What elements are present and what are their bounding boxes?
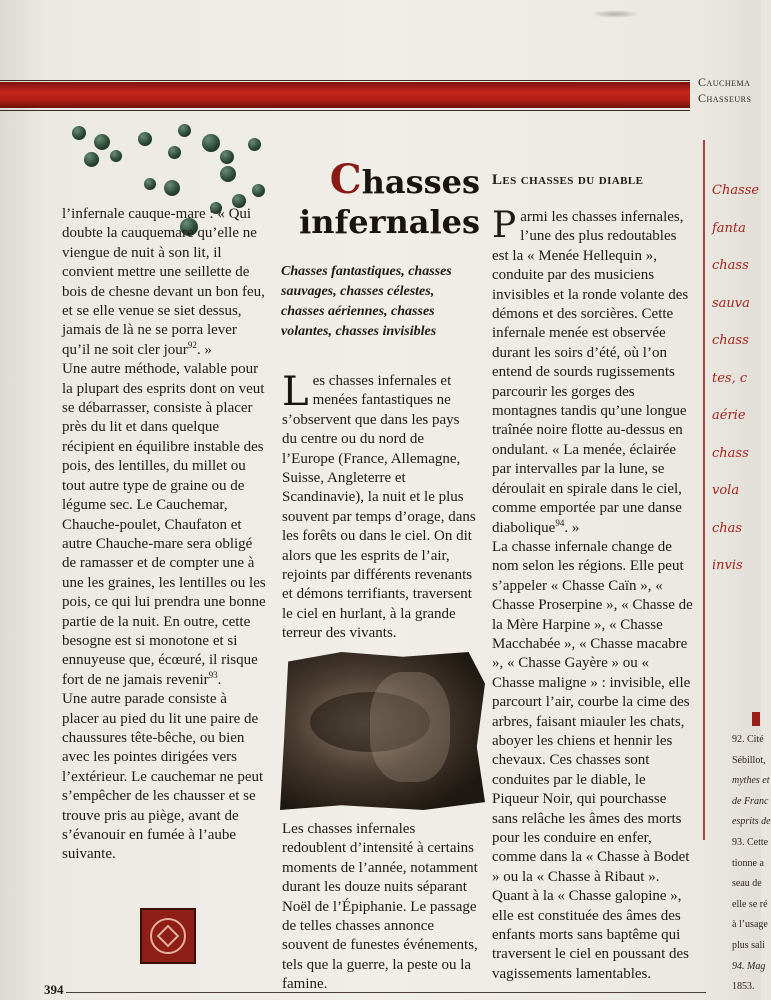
left-paragraph-1: l’infernale cauque-mare : « Qui doubte la cauquemare qu’elle ne viengue de nuit à son lit, il convient mettre une seillette de bois de chesne devant un bon feu, et se elle venue se siet dessus, jamais de là ne se porra lever qu’il ne soit cler jour$^{92}$. » (62, 206, 265, 358)
margin-handwriting: Chasse fanta chass sauva chass tes, c aérie chass vola chas invis (712, 183, 760, 573)
right-paragraph-1: Parmi les chasses infernales, l’une des plus redoutables est la « Menée Hellequin », conduite par des musiciens invisibles et la ronde volante des démons et des sorcières. Cette infernale menée est observée durant les soirs d’été, où l’on entend de sourds rugissements parcourir les gorges des montagnes tandis qu’une longue traînée noire flotte au-dessus en ondulant. « La menée, éclairée par intervalles par la lune, se déroulait en spirale dans le ciel, comme emportée par une danse diabolique$^{94}$. » (492, 205, 689, 536)
section-heading: Les chasses du diable (492, 172, 644, 188)
sidebar-border (703, 140, 705, 840)
celtic-ornament-icon (140, 908, 196, 964)
footnote-ref: 93 (208, 669, 218, 680)
footnote-ref: 94 (555, 517, 565, 528)
page-number: 394 (44, 982, 64, 997)
header-red-band (0, 82, 690, 108)
right-column (492, 205, 694, 984)
footnote-marker (752, 712, 760, 726)
left-paragraph-2: Une autre méthode, valable pour la plupart des esprits dont on veut se débarrasser, consiste à placer près du lit et dans quelque récipient en équilibre instable des pois, des lentilles, du millet ou tout autre type de graine ou de légume sec. Le Cauchemar, Chauche-poulet, Chaufaton et autre Chauche-mare sera obligé de ramasser et de compter une à une les graines, les lentilles ou les pois, ce qui lui prendra une bonne partie de la nuit. En outre, cette besogne est si monotone et si ennuyeuse que, écœuré, il risque fort de ne jamais revenir$^{93}$. (62, 361, 266, 688)
running-head-line-2: Chasseurs (698, 91, 752, 105)
footer-rule (66, 992, 706, 993)
running-head-line-1: Cauchema (698, 75, 751, 89)
footnotes: 92. Cité Sébillot, mythes et de Franc esprits de 93. Cette tionne a seau de elle se ré à l’usage plus sali 94. Mag 1853. (732, 734, 771, 993)
title-word-1: hasses (361, 163, 480, 201)
illustration-caption: Les chasses infernales redoublent d’intensité à certains moments de l’année, notamment durant les douze nuits séparant Noël de l’Épiphanie. Le passage de telles chasses annonce souvent de funestes événements, tels que la guerre, la peste ou la famine. (282, 821, 478, 993)
middle-paragraph-1: Les chasses infernales et menées fantastiques ne s’observent que dans les pays du centre ou du nord de l’Europe (France, Allemagne, Suisse, Angleterre et Scandinavie), la nuit et le plus souvent par temps d’orage, dans les forêts ou dans le ciel. On dit alors que les esprits de l’air, rejoints par différents revenants et démons terrifiants, traversent le ciel en hurlant, à la grande terreur des vivants. (282, 369, 476, 642)
header-rule-bottom (0, 110, 690, 111)
running-head (698, 74, 751, 106)
title-word-2: infernales (299, 203, 480, 241)
article-title (280, 156, 480, 242)
footnote-ref: 92 (187, 339, 197, 350)
page-smudge (590, 10, 640, 18)
wild-hunt-illustration (280, 652, 485, 810)
header-rule-top (0, 80, 690, 81)
drop-cap-p: P (492, 205, 517, 246)
left-paragraph-3: Une autre parade consiste à placer au pied du lit une paire de chaussures tête-bêche, ou bien avec les pointes dirigées vers l’extérieur. Le cauchemar ne peut s’empêcher de les chausser et se trouve pris au piège, avant de s’évanouir en fumée à l’aube suivante. (62, 691, 264, 863)
drop-cap-l: L (282, 369, 309, 415)
title-initial: C (329, 156, 362, 203)
right-paragraph-2: La chasse infernale change de nom selon les régions. Elle peut s’appeler « Chasse Caïn », « Chasse Proserpine », « Chasse de la Mère Harpine », « Chasse Macchabée », « Chasse macabre », « Chasse Gayère » ou « Chasse maligne » : invisible, elle parcourt l’air, courbe la cime des arbres, faisant miauler les chats, aboyer les chiens et hennir les chevaux. Ces chasses sont conduites par le diable, le Piqueur Noir, qui pourchasse sans relâche les âmes des morts pour les conduire en enfer, comme dans la « Chasse à Bodet » ou la « Chasse à Ribaut ». Quant à la « Chasse galopine », elle est constituée des âmes des enfants morts sans baptême qui traversent le ciel en poussant des vagissements lamentables. (492, 538, 693, 982)
left-column (62, 205, 266, 865)
middle-column (282, 369, 478, 644)
article-subtitle: Chasses fantastiques, chasses sauvages, chasses célestes, chasses aériennes, chasses volantes, chasses invisibles (281, 264, 452, 339)
